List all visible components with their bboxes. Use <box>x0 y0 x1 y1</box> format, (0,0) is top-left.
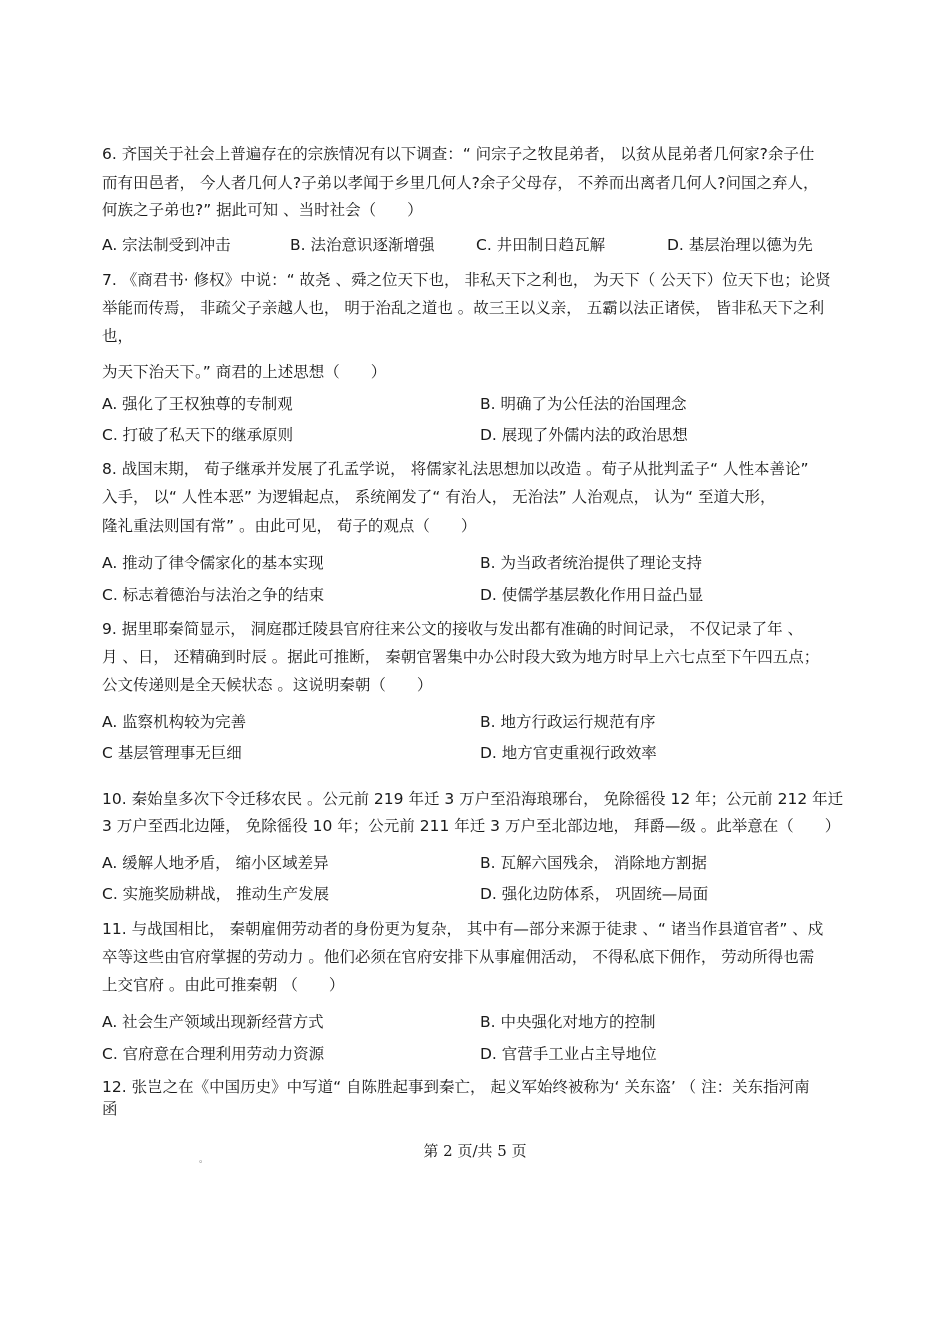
q6-option-b: B. 法治意识逐渐增强 <box>290 236 435 254</box>
q6-line-3: 何族之子弟也?” 据此可知 、当时社会（ ） <box>102 201 423 219</box>
q8-option-c: C. 标志着德治与法治之争的结束 <box>102 586 325 604</box>
q9-line-2: 月 、日， 还精确到时辰 。据此可推断， 秦朝官署集中办公时段大致为地方时早上六七点至下午四五点； <box>102 648 820 666</box>
q9-option-d: D. 地方官吏重视行政效率 <box>480 744 657 762</box>
q7-line-1: 7. 《商君书· 修权》中说：“ 故尧 、舜之位天下也， 非私天下之利也， 为天下（ 公天下）位天下也；论贤 <box>102 271 831 289</box>
q6-option-c: C. 井田制日趋瓦解 <box>476 236 606 254</box>
q6-line-2: 而有田邑者， 今人者几何人?子弟以孝闻于乡里几何人?余子父母存， 不养而出离者几何人?问国之弃人， <box>102 174 819 192</box>
q8-line-2: 入手， 以“ 人性本恶” 为逻辑起点， 系统阐发了“ 有治人， 无治法” 人治观点， 认为“ 至道大形， <box>102 488 776 506</box>
q9-option-b: B. 地方行政运行规范有序 <box>480 713 656 731</box>
footer-mark: 。 <box>199 1155 209 1165</box>
q7-option-c: C. 打破了私天下的继承原则 <box>102 426 294 444</box>
q8-option-b: B. 为当政者统治提供了理论支持 <box>480 554 702 572</box>
q9-option-c: C 基层管理事无巨细 <box>102 744 242 762</box>
q12-line-2: 函 <box>102 1100 118 1118</box>
q10-line-2: 3 万户至西北边陲， 免除徭役 10 年；公元前 211 年迁 3 万户至北部边地， 拜爵—级 。此举意在（ ） <box>102 817 841 835</box>
q10-option-c: C. 实施奖励耕战， 推动生产发展 <box>102 885 330 903</box>
q8-option-d: D. 使儒学基层教化作用日益凸显 <box>480 586 704 604</box>
q8-line-3: 隆礼重法则国有常” 。由此可见， 荀子的观点（ ） <box>102 517 477 535</box>
q7-line-3: 也， <box>102 327 134 345</box>
q7-option-d: D. 展现了外儒内法的政治思想 <box>480 426 688 444</box>
q7-line-2: 举能而传焉， 非疏父子亲越人也， 明于治乱之道也 。故三王以义亲， 五霸以法正诸侯， 皆非私天下之利 <box>102 299 825 317</box>
q8-line-1: 8. 战国末期， 荀子继承并发展了孔孟学说， 将儒家礼法思想加以改造 。荀子从批判孟子“ 人性本善论” <box>102 460 809 478</box>
q9-line-3: 公文传递则是全天候状态 。这说明秦朝（ ） <box>102 676 433 694</box>
q7-option-a: A. 强化了王权独尊的专制观 <box>102 395 293 413</box>
q10-option-b: B. 瓦解六国残余， 消除地方割据 <box>480 854 707 872</box>
q11-option-a: A. 社会生产领域出现新经营方式 <box>102 1013 324 1031</box>
q11-option-b: B. 中央强化对地方的控制 <box>480 1013 656 1031</box>
q7-line-4: 为天下治天下。” 商君的上述思想（ ） <box>102 363 387 381</box>
q10-option-a: A. 缓解人地矛盾， 缩小区域差异 <box>102 854 329 872</box>
q8-option-a: A. 推动了律令儒家化的基本实现 <box>102 554 324 572</box>
q7-option-b: B. 明确了为公任法的治国理念 <box>480 395 687 413</box>
q12-line-1: 12. 张岂之在《中国历史》中写道“ 自陈胜起事到秦亡， 起义军始终被称为‘ 关东盗’ （ 注：关东指河南 <box>102 1078 810 1096</box>
q10-option-d: D. 强化边防体系， 巩固统—局面 <box>480 885 709 903</box>
q11-option-d: D. 官营手工业占主导地位 <box>480 1045 657 1063</box>
q6-option-a: A. 宗法制受到冲击 <box>102 236 231 254</box>
q11-line-3: 上交官府 。由此可推秦朝 （ ） <box>102 976 345 994</box>
q11-option-c: C. 官府意在合理利用劳动力资源 <box>102 1045 325 1063</box>
q9-line-1: 9. 据里耶秦简显示， 洞庭郡迁陵县官府往来公文的接收与发出都有准确的时间记录， 不仅记录了年 、 <box>102 620 803 638</box>
q6-option-d: D. 基层治理以德为先 <box>667 236 813 254</box>
q11-line-2: 卒等这些由官府掌握的劳动力 。他们必须在官府安排下从事雇佣活动， 不得私底下佣作， 劳动所得也需 <box>102 948 815 966</box>
q11-line-1: 11. 与战国相比， 秦朝雇佣劳动者的身份更为复杂， 其中有—部分来源于徒隶 、“ 诸当作县道官者” 、戍 <box>102 920 824 938</box>
q10-line-1: 10. 秦始皇多次下令迁移农民 。公元前 219 年迁 3 万户至沿海琅琊台， 免除徭役 12 年；公元前 212 年迁 <box>102 790 844 808</box>
q6-line-1: 6. 齐国关于社会上普遍存在的宗族情况有以下调查：“ 问宗子之牧昆弟者， 以贫从昆弟者几何家?余子仕 <box>102 145 815 163</box>
page-number: 第 2 页/共 5 页 <box>423 1142 527 1160</box>
q9-option-a: A. 监察机构较为完善 <box>102 713 247 731</box>
